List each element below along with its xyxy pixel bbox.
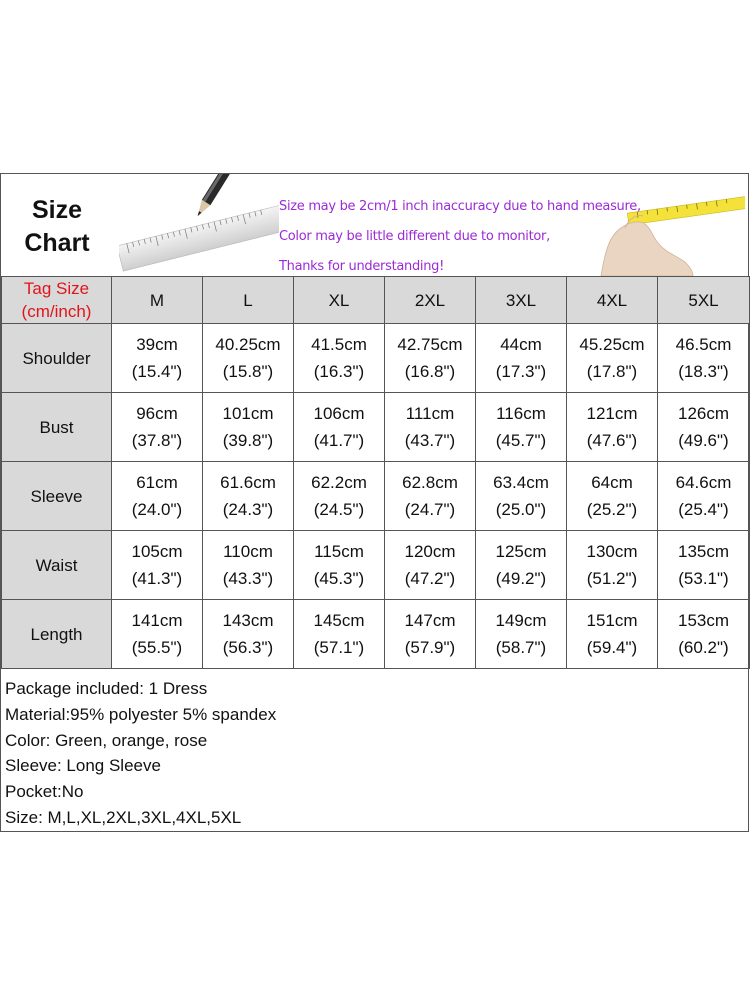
value-inch: (55.5")	[131, 638, 183, 657]
value-cm: 42.75cm	[397, 335, 463, 354]
size-header-3xl: 3XL	[476, 277, 567, 324]
row-label: Waist	[2, 531, 112, 600]
value-inch: (59.4")	[586, 638, 638, 657]
measurement-cell	[658, 393, 750, 462]
value-inch: (43.3")	[222, 569, 274, 588]
value-inch: (16.3")	[313, 362, 365, 381]
value-cm: 41.5cm	[311, 335, 367, 354]
size-header-5xl: 5XL	[658, 277, 750, 324]
value-inch: (18.3")	[678, 362, 729, 381]
value-inch: (43.7")	[404, 431, 456, 450]
measurement-cell	[294, 393, 385, 462]
value-cm: 61.6cm	[220, 473, 276, 492]
value-inch: (49.6")	[678, 431, 729, 450]
measurement-cell	[203, 324, 294, 393]
value-cm: 120cm	[404, 542, 456, 561]
measurement-cell	[385, 393, 476, 462]
value-inch: (47.2")	[404, 569, 456, 588]
value-inch: (41.7")	[313, 431, 365, 450]
measurement-cell	[658, 462, 750, 531]
value-inch: (17.8")	[586, 362, 638, 381]
value-inch: (16.8")	[404, 362, 456, 381]
value-inch: (57.1")	[313, 638, 365, 657]
value-inch: (45.3")	[313, 569, 365, 588]
measurement-cell	[567, 531, 658, 600]
value-inch: (57.9")	[404, 638, 456, 657]
value-inch: (41.3")	[131, 569, 183, 588]
measurement-cell	[476, 324, 567, 393]
title-line-1: Size	[31, 196, 83, 224]
value-inch: (56.3")	[222, 638, 274, 657]
measurement-cell	[203, 600, 294, 669]
measurement-row-shoulder	[2, 324, 750, 393]
measurement-notes	[279, 192, 641, 277]
measurement-cell	[385, 462, 476, 531]
info-color: Color: Green, orange, rose	[5, 730, 208, 750]
value-cm: 106cm	[313, 404, 365, 423]
value-inch: (58.7")	[495, 638, 547, 657]
size-chart-sheet	[0, 173, 749, 832]
measurement-cell	[112, 462, 203, 531]
measurement-cell	[112, 393, 203, 462]
value-cm: 44cm	[500, 335, 542, 354]
measurement-cell	[658, 600, 750, 669]
measurement-cell	[385, 324, 476, 393]
size-chart-title	[15, 194, 99, 260]
pencil-ruler-icon	[119, 174, 279, 276]
value-cm: 115cm	[314, 542, 364, 561]
measurement-cell	[385, 600, 476, 669]
size-header-4xl: 4XL	[567, 277, 658, 324]
value-inch: (39.8")	[222, 431, 274, 450]
value-cm: 147cm	[404, 611, 456, 630]
value-inch: (60.2")	[678, 638, 729, 657]
size-table	[1, 276, 750, 669]
value-cm: 151cm	[586, 611, 638, 630]
value-cm: 40.25cm	[215, 335, 281, 354]
value-inch: (17.3")	[495, 362, 547, 381]
measurement-row-sleeve	[2, 462, 750, 531]
value-cm: 116cm	[496, 404, 546, 423]
measurement-row-bust	[2, 393, 750, 462]
measurement-cell	[385, 531, 476, 600]
note-line-2: Color may be little different due to monitor,	[279, 229, 550, 244]
value-cm: 39cm	[136, 335, 178, 354]
value-inch: (37.8")	[131, 431, 183, 450]
measurement-cell	[567, 462, 658, 531]
measurement-cell	[567, 324, 658, 393]
row-label: Sleeve	[2, 462, 112, 531]
value-inch: (25.2")	[586, 500, 638, 519]
value-cm: 125cm	[495, 542, 547, 561]
info-sizes: Size: M,L,XL,2XL,3XL,4XL,5XL	[5, 807, 242, 827]
measurement-cell	[112, 324, 203, 393]
value-cm: 135cm	[677, 542, 730, 561]
measurement-cell	[476, 462, 567, 531]
measurement-cell	[112, 600, 203, 669]
size-header-2xl: 2XL	[385, 277, 476, 324]
value-inch: (51.2")	[586, 569, 638, 588]
measurement-cell	[658, 531, 750, 600]
value-cm: 105cm	[131, 542, 183, 561]
tag-size-line-1: Tag Size	[23, 279, 90, 298]
value-cm: 64cm	[591, 473, 633, 492]
size-header-l: L	[203, 277, 294, 324]
value-inch: (45.7")	[495, 431, 547, 450]
tag-size-line-2: (cm/inch)	[21, 302, 92, 321]
value-inch: (53.1")	[678, 569, 729, 588]
info-package: Package included: 1 Dress	[5, 679, 208, 698]
value-inch: (47.6")	[586, 431, 638, 450]
row-label: Bust	[2, 393, 112, 462]
value-inch: (24.5")	[313, 500, 365, 519]
measurement-cell	[203, 531, 294, 600]
value-cm: 126cm	[677, 404, 730, 423]
value-cm: 130cm	[586, 542, 638, 561]
value-cm: 61cm	[136, 473, 178, 492]
value-inch: (25.0")	[495, 500, 547, 519]
value-cm: 121cm	[586, 404, 638, 423]
measurement-cell	[203, 462, 294, 531]
value-inch: (25.4")	[678, 500, 729, 519]
title-line-2: Chart	[24, 229, 90, 257]
value-cm: 101cm	[222, 404, 274, 423]
measurement-cell	[567, 393, 658, 462]
value-cm: 141cm	[131, 611, 183, 630]
value-cm: 111cm	[405, 404, 455, 423]
info-sleeve: Sleeve: Long Sleeve	[5, 756, 161, 776]
value-cm: 46.5cm	[675, 335, 732, 354]
measurement-row-length	[2, 600, 750, 669]
size-header-xl: XL	[294, 277, 385, 324]
measurement-row-waist	[2, 531, 750, 600]
value-cm: 45.25cm	[579, 335, 645, 354]
measurement-cell	[294, 462, 385, 531]
measurement-cell	[567, 600, 658, 669]
value-inch: (15.4")	[131, 362, 183, 381]
measurement-cell	[476, 531, 567, 600]
product-info	[5, 676, 745, 831]
note-line-3: Thanks for understanding!	[279, 259, 445, 274]
measurement-cell	[203, 393, 294, 462]
value-cm: 62.8cm	[402, 473, 458, 492]
size-header-row	[2, 277, 750, 324]
row-label: Length	[2, 600, 112, 669]
value-cm: 63.4cm	[493, 473, 549, 492]
value-cm: 153cm	[677, 611, 730, 630]
measurement-cell	[294, 324, 385, 393]
value-inch: (24.7")	[404, 500, 456, 519]
measurement-cell	[476, 600, 567, 669]
measurement-cell	[112, 531, 203, 600]
value-cm: 62.2cm	[311, 473, 367, 492]
row-label: Shoulder	[2, 324, 112, 393]
info-pocket: Pocket:No	[5, 782, 84, 802]
value-cm: 96cm	[136, 404, 178, 423]
measurement-cell	[294, 531, 385, 600]
measurement-cell	[294, 600, 385, 669]
value-cm: 143cm	[222, 611, 274, 630]
tag-size-label	[2, 277, 112, 324]
size-header-m: M	[112, 277, 203, 324]
value-cm: 64.6cm	[675, 473, 732, 492]
measurement-cell	[476, 393, 567, 462]
value-cm: 149cm	[495, 611, 547, 630]
info-material: Material:95% polyester 5% spandex	[5, 704, 277, 724]
value-inch: (15.8")	[222, 362, 274, 381]
value-inch: (49.2")	[495, 569, 547, 588]
hand-measuring-tape-icon	[599, 192, 745, 276]
note-line-1: Size may be 2cm/1 inch inaccuracy due to hand measure,	[279, 199, 641, 214]
size-chart-header	[1, 174, 748, 277]
measurement-cell	[658, 324, 750, 393]
value-cm: 145cm	[313, 611, 365, 630]
value-inch: (24.3")	[222, 500, 274, 519]
value-inch: (24.0")	[131, 500, 183, 519]
value-cm: 110cm	[223, 542, 273, 561]
